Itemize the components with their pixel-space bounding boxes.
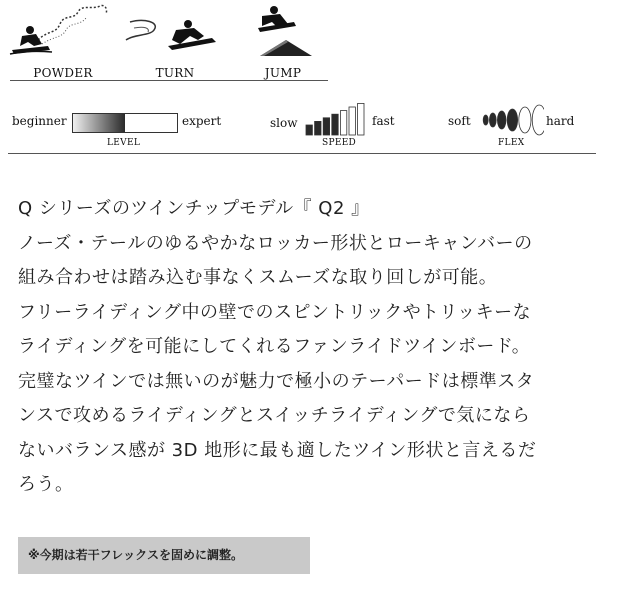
level-caption: LEVEL [107, 138, 141, 148]
turn-cell [120, 0, 230, 86]
description-line: ろう。 [18, 474, 74, 495]
level-meter-fill [73, 114, 125, 132]
speed-bar [340, 111, 346, 135]
flex-min-label: soft [448, 114, 471, 128]
flex-note: ※今期は若干フレックスを固めに調整。 [28, 548, 243, 562]
description-line: ノーズ・テールのゆるやかなロッカー形状とローキャンバーの [18, 232, 533, 254]
spec-meters [0, 100, 640, 156]
flex-ring [519, 107, 531, 133]
speed-bar [306, 125, 312, 135]
flex-ring [532, 105, 544, 135]
flex-ring [483, 115, 488, 125]
flex-max-label: hard [546, 114, 575, 128]
terrain-label: JUMP [264, 66, 302, 80]
turn-snowboarder-icon [120, 0, 230, 62]
terrain-label: POWDER [33, 66, 93, 80]
product-description [18, 192, 630, 503]
level-meter [72, 113, 178, 133]
description-line: ライディングを可能にしてくれるファンライドツインボード。 [18, 336, 531, 357]
speed-bar [358, 103, 364, 135]
jump-snowboarder-icon [228, 0, 338, 62]
level-max-label: expert [182, 114, 222, 128]
speed-max-label: fast [372, 114, 395, 128]
powder-snowboarder-icon [8, 0, 118, 62]
speed-min-label: slow [270, 116, 298, 130]
description-line: 組み合わせは踏み込む事なくスムーズな取り回しが可能。 [18, 267, 498, 288]
flex-note-box [18, 537, 310, 574]
jump-cell [228, 0, 338, 86]
flex-ring [507, 109, 517, 131]
flex-ring [489, 113, 496, 127]
description-line: 完璧なツインでは無いのが魅力で極小のテーパードは標準スタ [18, 370, 535, 392]
terrain-icons [0, 0, 640, 90]
description-line: ないバランス感が 3D 地形に最も適したツイン形状と言えるだ [18, 439, 537, 461]
flex-ring [497, 111, 506, 129]
flex-meter [478, 102, 544, 136]
flex-caption: FLEX [498, 138, 525, 148]
description-line: Q シリーズのツインチップモデル『 Q2 』 [18, 198, 370, 219]
powder-cell [8, 0, 118, 86]
speed-bar [349, 107, 355, 135]
meters-divider [8, 153, 596, 154]
level-min-label: beginner [12, 114, 67, 128]
speed-meter [304, 102, 368, 136]
description-line: ンスで攻めるライディングとスイッチライディングで気になら [18, 405, 531, 426]
terrain-label: TURN [155, 66, 195, 80]
speed-bar [332, 114, 338, 135]
speed-bar [315, 121, 321, 135]
speed-bar [323, 118, 329, 135]
icons-divider [10, 80, 328, 81]
speed-caption: SPEED [322, 138, 357, 148]
description-line: フリーライディング中の壁でのスピントリックやトリッキーな [18, 301, 532, 323]
